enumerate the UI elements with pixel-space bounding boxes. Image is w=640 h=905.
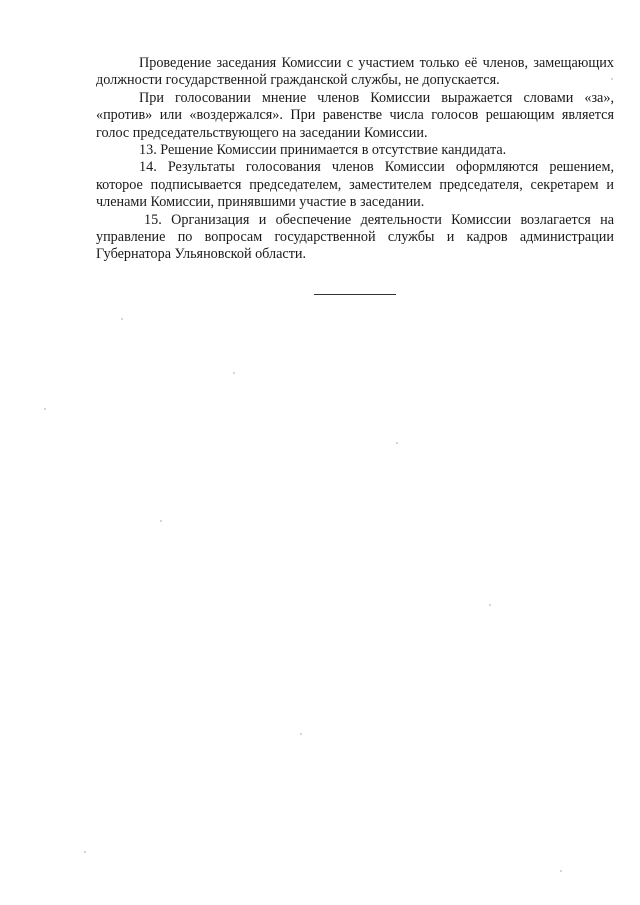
scan-speck	[84, 851, 86, 853]
scan-speck	[44, 408, 46, 410]
paragraph-item-14: 14. Результаты голосования членов Комиссии оформляются решением, которое подписывается председателем, заместителем председателя, секретарем и членами Комиссии, принявшими участие в заседании.	[96, 159, 614, 211]
scan-speck	[611, 78, 613, 80]
scan-speck	[489, 604, 491, 606]
end-separator-line	[314, 294, 396, 295]
paragraph-voting: При голосовании мнение членов Комиссии выражается словами «за», «против» или «воздержался». При равенстве числа голосов решающим является голос председательствующего на заседании Комиссии.	[96, 89, 614, 141]
paragraph-meeting-participation: Проведение заседания Комиссии с участием только её членов, замещающих должности государственной гражданской службы, не допускается.	[96, 55, 614, 89]
document-body	[96, 55, 614, 264]
scan-speck	[160, 520, 162, 522]
scan-speck	[560, 870, 562, 872]
paragraph-item-15: 15. Организация и обеспечение деятельности Комиссии возлагается на управление по вопросам государственной службы и кадров администрации Губернатора Ульяновской области.	[96, 211, 614, 263]
scan-speck	[300, 733, 302, 735]
paragraph-item-13: 13. Решение Комиссии принимается в отсутствие кандидата.	[139, 142, 507, 159]
scan-speck	[121, 318, 123, 320]
scan-speck	[396, 442, 398, 444]
scan-speck	[233, 372, 235, 374]
